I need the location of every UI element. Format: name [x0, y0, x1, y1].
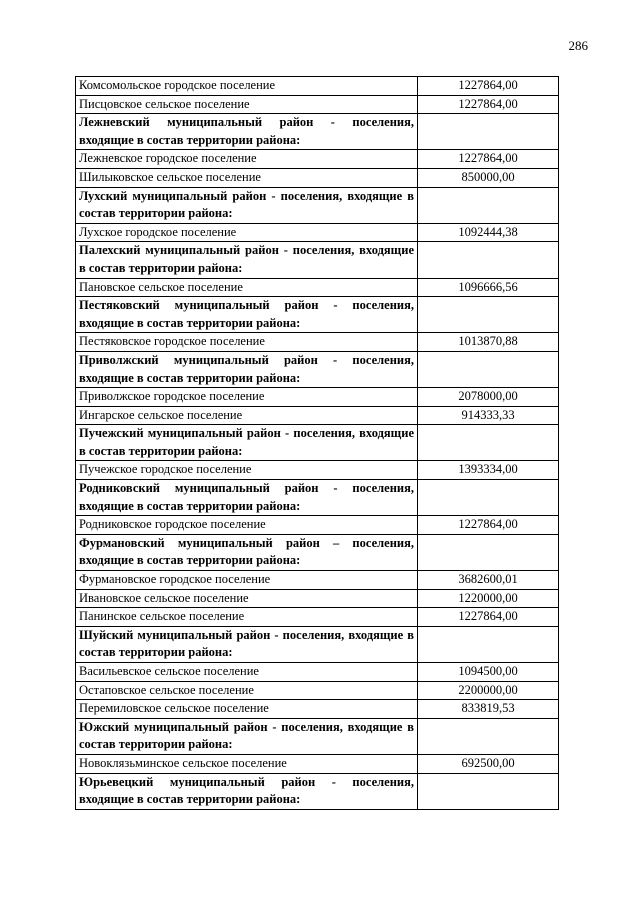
district-header-row	[76, 187, 559, 223]
settlement-name-cell: Перемиловское сельское поселение	[76, 700, 418, 719]
settlement-name-cell: Лежневское городское поселение	[76, 150, 418, 169]
amount-cell	[418, 242, 559, 278]
amount-cell	[418, 425, 559, 461]
settlement-row	[76, 608, 559, 627]
settlement-name-cell: Приволжское городское поселение	[76, 388, 418, 407]
settlement-row	[76, 95, 559, 114]
settlement-name-cell: Панинское сельское поселение	[76, 608, 418, 627]
settlement-name-cell: Ингарское сельское поселение	[76, 406, 418, 425]
amount-cell: 2078000,00	[418, 388, 559, 407]
settlement-name-cell: Васильевское сельское поселение	[76, 663, 418, 682]
settlement-row	[76, 223, 559, 242]
page-number: 286	[568, 38, 588, 53]
district-header-row	[76, 773, 559, 809]
district-header-row	[76, 425, 559, 461]
district-name-cell: Пестяковский муниципальный район - поселения, входящие в состав территории района:	[76, 297, 418, 333]
district-name-cell: Фурмановский муниципальный район – поселения, входящие в состав территории района:	[76, 534, 418, 570]
district-header-row	[76, 626, 559, 662]
amount-cell: 692500,00	[418, 754, 559, 773]
district-name-cell: Лежневский муниципальный район - поселения, входящие в состав территории района:	[76, 114, 418, 150]
settlement-row	[76, 278, 559, 297]
amount-cell: 2200000,00	[418, 681, 559, 700]
amount-cell	[418, 718, 559, 754]
district-header-row	[76, 297, 559, 333]
district-name-cell: Лухский муниципальный район - поселения, входящие в состав территории района:	[76, 187, 418, 223]
district-header-row	[76, 114, 559, 150]
settlement-name-cell: Пановское сельское поселение	[76, 278, 418, 297]
settlement-row	[76, 168, 559, 187]
amount-cell	[418, 480, 559, 516]
district-name-cell: Юрьевецкий муниципальный район - поселения, входящие в состав территории района:	[76, 773, 418, 809]
settlement-name-cell: Фурмановское городское поселение	[76, 571, 418, 590]
amount-cell: 1227864,00	[418, 95, 559, 114]
settlement-row	[76, 388, 559, 407]
settlement-row	[76, 571, 559, 590]
district-header-row	[76, 718, 559, 754]
settlement-name-cell: Новоклязьминское сельское поселение	[76, 754, 418, 773]
settlement-name-cell: Ивановское сельское поселение	[76, 589, 418, 608]
settlement-name-cell: Пучежское городское поселение	[76, 461, 418, 480]
amount-cell: 1227864,00	[418, 608, 559, 627]
amount-cell: 833819,53	[418, 700, 559, 719]
settlement-name-cell: Пестяковское городское поселение	[76, 333, 418, 352]
settlement-row	[76, 333, 559, 352]
district-name-cell: Приволжский муниципальный район - поселения, входящие в состав территории района:	[76, 351, 418, 387]
settlement-row	[76, 516, 559, 535]
district-header-row	[76, 242, 559, 278]
amount-cell: 1227864,00	[418, 150, 559, 169]
amount-cell	[418, 534, 559, 570]
settlement-row	[76, 461, 559, 480]
amount-cell: 1094500,00	[418, 663, 559, 682]
amount-cell: 1092444,38	[418, 223, 559, 242]
district-header-row	[76, 351, 559, 387]
district-name-cell: Палехский муниципальный район - поселения, входящие в состав территории района:	[76, 242, 418, 278]
district-header-row	[76, 534, 559, 570]
settlement-name-cell: Лухское городское поселение	[76, 223, 418, 242]
amount-cell: 1227864,00	[418, 77, 559, 96]
settlement-name-cell: Остаповское сельское поселение	[76, 681, 418, 700]
amount-cell	[418, 351, 559, 387]
settlement-name-cell: Комсомольское городское поселение	[76, 77, 418, 96]
settlement-name-cell: Шилыковское сельское поселение	[76, 168, 418, 187]
settlement-row	[76, 681, 559, 700]
amount-cell	[418, 773, 559, 809]
budget-table	[75, 76, 559, 810]
district-name-cell: Пучежский муниципальный район - поселения, входящие в состав территории района:	[76, 425, 418, 461]
amount-cell: 850000,00	[418, 168, 559, 187]
district-header-row	[76, 480, 559, 516]
settlement-row	[76, 77, 559, 96]
table-body	[76, 77, 559, 810]
settlement-row	[76, 663, 559, 682]
settlement-row	[76, 754, 559, 773]
settlement-row	[76, 700, 559, 719]
amount-cell: 1227864,00	[418, 516, 559, 535]
settlement-row	[76, 406, 559, 425]
amount-cell	[418, 114, 559, 150]
amount-cell: 1220000,00	[418, 589, 559, 608]
district-name-cell: Родниковский муниципальный район - поселения, входящие в состав территории района:	[76, 480, 418, 516]
amount-cell	[418, 297, 559, 333]
amount-cell: 3682600,01	[418, 571, 559, 590]
settlement-row	[76, 150, 559, 169]
amount-cell: 1393334,00	[418, 461, 559, 480]
settlement-name-cell: Писцовское сельское поселение	[76, 95, 418, 114]
district-name-cell: Шуйский муниципальный район - поселения, входящие в состав территории района:	[76, 626, 418, 662]
amount-cell	[418, 187, 559, 223]
amount-cell: 914333,33	[418, 406, 559, 425]
settlement-name-cell: Родниковское городское поселение	[76, 516, 418, 535]
amount-cell: 1096666,56	[418, 278, 559, 297]
amount-cell	[418, 626, 559, 662]
settlement-row	[76, 589, 559, 608]
district-name-cell: Южский муниципальный район - поселения, входящие в состав территории района:	[76, 718, 418, 754]
amount-cell: 1013870,88	[418, 333, 559, 352]
